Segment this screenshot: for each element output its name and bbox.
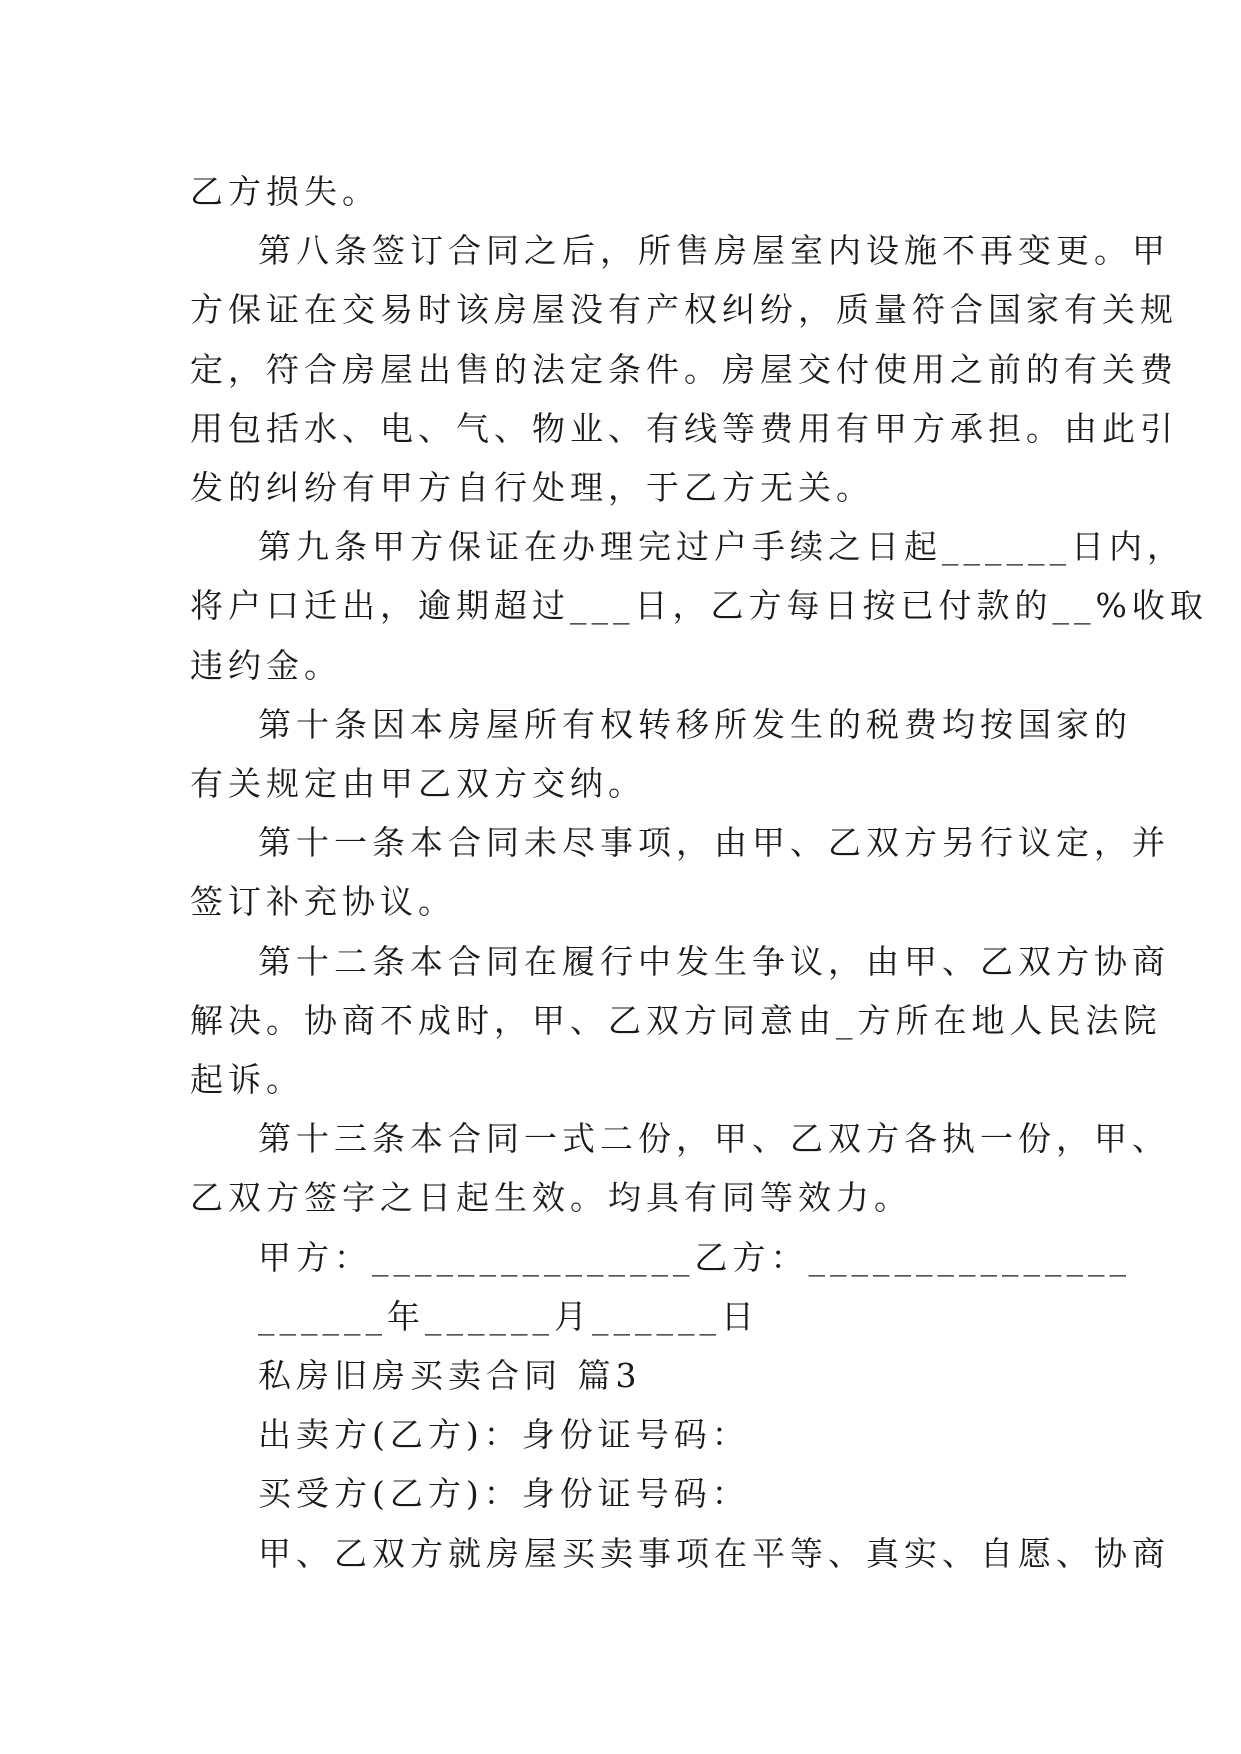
- text-line: 乙双方签字之日起生效。均具有同等效力。: [190, 1178, 912, 1218]
- text-line: 乙方损失。: [190, 172, 380, 211]
- section-title: 私房旧房买卖合同 篇3: [258, 1356, 642, 1396]
- text-line: 用包括水、电、气、物业、有线等费用有甲方承担。由此引: [190, 408, 1178, 448]
- text-line: 方保证在交易时该房屋没有产权纠纷，质量符合国家有关规: [190, 290, 1178, 330]
- text-line: 有关规定由甲乙双方交纳。: [190, 764, 646, 804]
- text-line: 将户口迁出，逾期超过___日，乙方每日按已付款的__%收取: [190, 586, 1208, 626]
- clause-9-line: 第九条甲方保证在办理完过户手续之日起______日内，: [258, 527, 1185, 567]
- text-line: 甲、乙双方就房屋买卖事项在平等、真实、自愿、协商: [258, 1533, 1170, 1573]
- date-line: ______年______月______日: [258, 1296, 759, 1336]
- text-line: 起诉。: [190, 1060, 304, 1100]
- text-line: 定，符合房屋出售的法定条件。房屋交付使用之前的有关费: [190, 349, 1178, 389]
- contract-body: [190, 162, 1208, 1583]
- clause-11-line: 第十一条本合同未尽事项，由甲、乙双方另行议定，并: [258, 823, 1170, 863]
- clause-8-line: 第八条签订合同之后，所售房屋室内设施不再变更。甲: [258, 231, 1170, 271]
- text-line: 解决。协商不成时，甲、乙双方同意由_方所在地人民法院: [190, 1000, 1162, 1040]
- clause-10-line: 第十条因本房屋所有权转移所发生的税费均按国家的: [258, 704, 1132, 744]
- clause-13-line: 第十三条本合同一式二份，甲、乙双方各执一份，甲、: [258, 1119, 1170, 1159]
- seller-line: 出卖方(乙方)：身份证号码：: [258, 1415, 750, 1455]
- buyer-line: 买受方(乙方)：身份证号码：: [258, 1474, 750, 1514]
- text-line: 发的纠纷有甲方自行处理，于乙方无关。: [190, 468, 874, 508]
- signature-line: 甲方：_______________乙方：_______________: [258, 1237, 1131, 1277]
- clause-12-line: 第十二条本合同在履行中发生争议，由甲、乙双方协商: [258, 941, 1170, 981]
- text-line: 违约金。: [190, 645, 342, 685]
- text-line: 签订补充协议。: [190, 882, 456, 922]
